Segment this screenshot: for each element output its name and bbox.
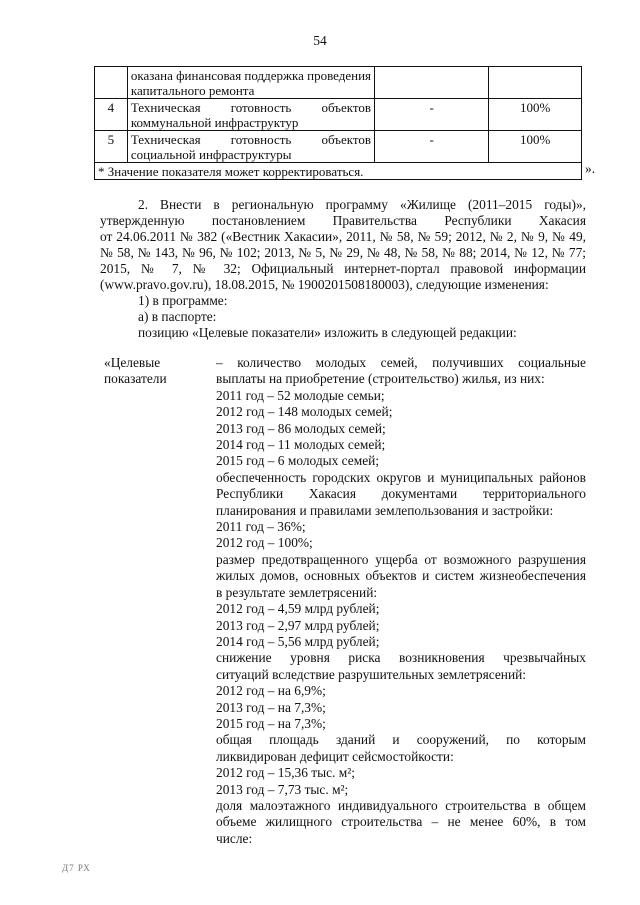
targets-line: 2012 год – 15,36 тыс. м²; bbox=[216, 765, 355, 781]
targets-line: общая площадь зданий и сооружений, по которым bbox=[216, 732, 586, 748]
page-number: 54 bbox=[313, 33, 327, 48]
table-cell-base: - bbox=[375, 131, 489, 163]
paragraph-line: 2015, № 7, № 32; Официальный интернет-портал правовой информации bbox=[100, 261, 586, 276]
table-cell-line: капитального ремонта bbox=[130, 83, 255, 98]
targets-line: размер предотвращенного ущерба от возможного разрушения bbox=[216, 551, 586, 567]
targets-line: 2013 год – 86 молодых семей; bbox=[216, 420, 386, 436]
item-1: 1) в программе: bbox=[138, 293, 228, 308]
table-cell-num bbox=[95, 67, 128, 99]
targets-line: доля малоэтажного индивидуального строительства в общем bbox=[216, 797, 586, 813]
targets-line: 2012 год – 100%; bbox=[216, 535, 313, 551]
targets-line: 2014 год – 11 молодых семей; bbox=[216, 437, 386, 453]
table-cell-base: - bbox=[375, 99, 489, 131]
targets-line: 2013 год – 2,97 млрд рублей; bbox=[216, 617, 380, 633]
targets-label-line: показатели bbox=[104, 371, 167, 387]
table-cell-num: 4 bbox=[95, 99, 128, 131]
targets-line: объеме жилищного строительства – не менее 60%, в том bbox=[216, 814, 586, 830]
table-row bbox=[95, 99, 582, 131]
table-cell-line: оказана финансовая поддержка проведения bbox=[130, 68, 372, 83]
table-row bbox=[95, 131, 582, 163]
table-cell-target bbox=[489, 67, 582, 99]
table-cell-target: 100% bbox=[489, 131, 582, 163]
table-cell-line: социальной инфраструктуры bbox=[130, 147, 292, 162]
targets-line: числе: bbox=[216, 830, 253, 846]
table-row bbox=[95, 67, 582, 99]
paragraph-2 bbox=[100, 197, 586, 293]
table-cell-line: Техническая готовность объектов bbox=[130, 100, 372, 115]
targets-line: снижение уровня риска возникновения чрезвычайных bbox=[216, 650, 586, 666]
targets-line: – количество молодых семей, получивших социальные bbox=[216, 355, 586, 370]
targets-label bbox=[104, 355, 167, 387]
targets-line: 2012 год – на 6,9%; bbox=[216, 683, 326, 699]
paragraph-line: утвержденную постановлением Правительства Республики Хакасия bbox=[100, 213, 586, 228]
table-cell-line: коммунальной инфраструктур bbox=[130, 115, 299, 130]
table-cell-base bbox=[375, 67, 489, 99]
targets-line: в результате землетрясений: bbox=[216, 584, 378, 600]
targets-line: 2011 год – 36%; bbox=[216, 519, 306, 535]
table-cell-line: Техническая готовность объектов bbox=[130, 132, 372, 147]
targets-line: 2013 год – на 7,3%; bbox=[216, 699, 326, 715]
targets-line: 2014 год – 5,56 млрд рублей; bbox=[216, 633, 380, 649]
position-instruction: позицию «Целевые показатели» изложить в следующей редакции: bbox=[138, 325, 517, 340]
paragraph-line: 2. Внести в региональную программу «Жилище (2011–2015 годы)», bbox=[138, 197, 586, 212]
targets-line: жилых домов, основных объектов и систем жизнеобеспечения bbox=[216, 568, 586, 584]
targets-line: 2012 год – 4,59 млрд рублей; bbox=[216, 601, 380, 617]
targets-line: 2015 год – на 7,3%; bbox=[216, 715, 326, 731]
targets-line: обеспеченность городских округов и муниципальных районов bbox=[216, 469, 586, 485]
indicators-table bbox=[94, 66, 582, 180]
table-cell-target: 100% bbox=[489, 99, 582, 131]
targets-line: планирования и правилами землепользования и застройки: bbox=[216, 502, 554, 518]
targets-text bbox=[216, 355, 586, 847]
paragraph-line: от 24.06.2011 № 382 («Вестник Хакасии», 2011, № 58, № 59; 2012, № 2, № 9, № 49, bbox=[100, 229, 586, 244]
item-a: а) в паспорте: bbox=[138, 309, 217, 324]
targets-line: ликвидирован дефицит сейсмостойкости: bbox=[216, 748, 454, 764]
targets-line: 2012 год – 148 молодых семей; bbox=[216, 404, 393, 420]
targets-line: 2011 год – 52 молодые семьи; bbox=[216, 387, 385, 403]
table-cell-text bbox=[127, 99, 374, 131]
targets-line: 2013 год – 7,73 тыс. м²; bbox=[216, 781, 349, 797]
table-cell-text bbox=[127, 67, 374, 99]
targets-line: выплаты на приобретение (строительство) жилья, из них: bbox=[216, 371, 545, 387]
paragraph-line: № 58, № 143, № 96, № 102; 2013, № 5, № 29, № 48, № 58, № 88; 2014, № 12, № 77; bbox=[100, 245, 586, 260]
targets-line: Республики Хакасия документами территориального bbox=[216, 486, 586, 502]
targets-line: 2015 год – 6 молодых семей; bbox=[216, 453, 380, 469]
closing-quote: ». bbox=[585, 161, 596, 176]
table-note-row bbox=[95, 163, 582, 180]
paragraph-line: (www.pravo.gov.ru), 18.08.2015, № 1900201508180003), следующие изменения: bbox=[100, 277, 549, 292]
targets-label-line: «Целевые bbox=[104, 355, 161, 370]
table-note: * Значение показателя может корректироваться. bbox=[95, 163, 582, 180]
targets-line: ситуаций вследствие разрушительных землетрясений: bbox=[216, 666, 526, 682]
table-cell-text bbox=[127, 131, 374, 163]
table-cell-num: 5 bbox=[95, 131, 128, 163]
margin-stamp: Д7 РХ bbox=[62, 863, 91, 873]
